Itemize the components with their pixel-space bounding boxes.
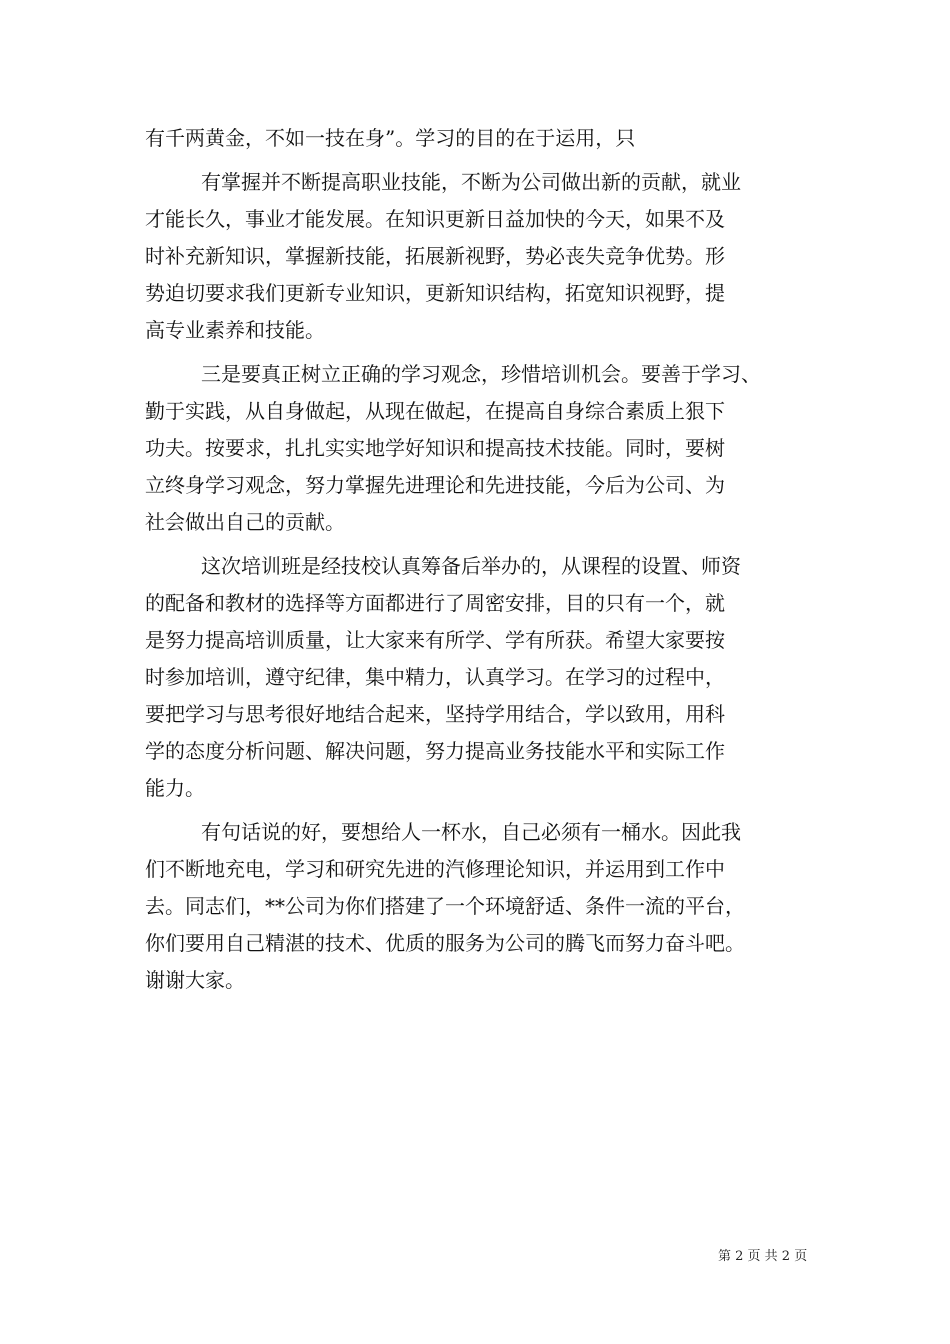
text-line: 时补充新知识，掌握新技能，拓展新视野，势必丧失竞争优势。形 (145, 244, 725, 268)
text-line: 要把学习与思考很好地结合起来，坚持学用结合，学以致用，用科 (145, 702, 725, 726)
text-line: 高专业素养和技能。 (145, 318, 325, 342)
text-line: 谢谢大家。 (145, 968, 245, 992)
paragraph (145, 164, 845, 349)
text-line: 有千两黄金，不如一技在身”。学习的目的在于运用，只 (145, 126, 636, 150)
document-body (145, 120, 845, 999)
text-line: 三是要真正树立正确的学习观念，珍惜培训机会。要善于学习、 (201, 362, 761, 386)
text-line: 们不断地充电，学习和研究先进的汽修理论知识，并运用到工作中 (145, 857, 725, 881)
text-line: 立终身学习观念，努力掌握先进理论和先进技能，今后为公司、为 (145, 473, 725, 497)
paragraph (145, 120, 845, 157)
paragraph (145, 356, 845, 541)
text-line: 功夫。按要求，扎扎实实地学好知识和提高技术技能。同时，要树 (145, 436, 725, 460)
paragraph (145, 814, 845, 999)
text-line: 有句话说的好，要想给人一杯水，自己必须有一桶水。因此我 (201, 820, 741, 844)
text-line: 势迫切要求我们更新专业知识，更新知识结构，拓宽知识视野，提 (145, 281, 725, 305)
text-line: 的配备和教材的选择等方面都进行了周密安排，目的只有一个，就 (145, 591, 725, 615)
text-line: 你们要用自己精湛的技术、优质的服务为公司的腾飞而努力奋斗吧。 (145, 931, 745, 955)
text-line: 去。同志们，**公司为你们搭建了一个环境舒适、条件一流的平台， (145, 894, 745, 918)
page-number-footer: 第 2 页 共 2 页 (718, 1249, 808, 1264)
text-line: 是努力提高培训质量，让大家来有所学、学有所获。希望大家要按 (145, 628, 725, 652)
text-line: 学的态度分析问题、解决问题，努力提高业务技能水平和实际工作 (145, 739, 725, 763)
text-line: 勤于实践，从自身做起，从现在做起，在提高自身综合素质上狠下 (145, 399, 725, 423)
text-line: 才能长久，事业才能发展。在知识更新日益加快的今天，如果不及 (145, 207, 725, 231)
text-line: 时参加培训，遵守纪律，集中精力，认真学习。在学习的过程中， (145, 665, 725, 689)
text-line: 社会做出自己的贡献。 (145, 510, 345, 534)
text-line: 有掌握并不断提高职业技能，不断为公司做出新的贡献，就业 (201, 170, 741, 194)
text-line: 能力。 (145, 776, 205, 800)
text-line: 这次培训班是经技校认真筹备后举办的，从课程的设置、师资 (201, 554, 741, 578)
paragraph (145, 548, 845, 807)
